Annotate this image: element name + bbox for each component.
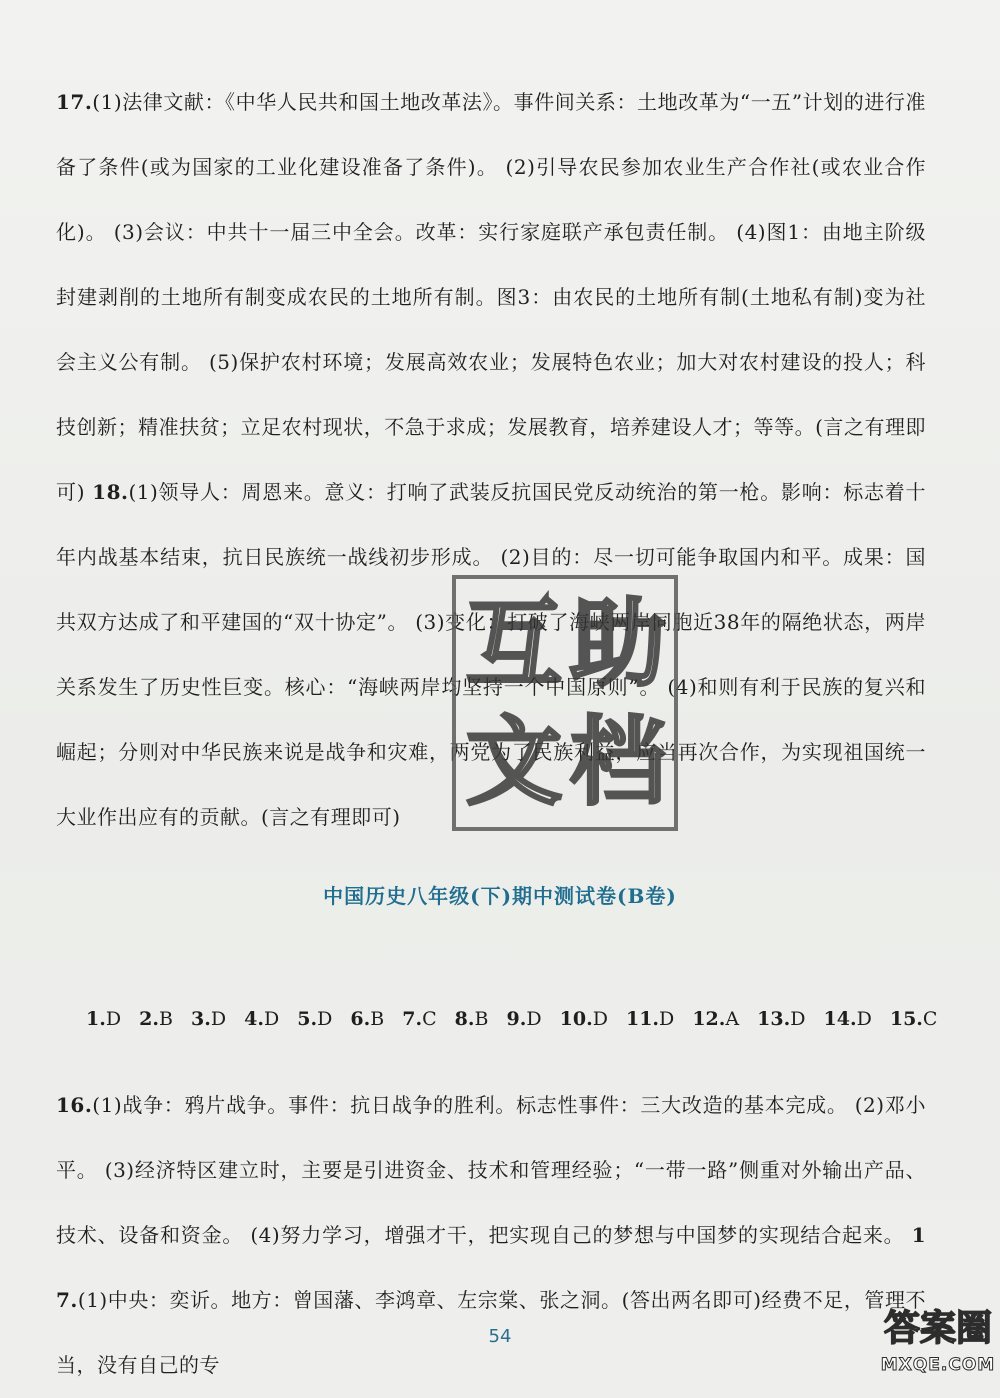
watermark-char: 互 <box>466 588 562 700</box>
watermark-char: 档 <box>570 706 666 818</box>
question-18-answer: (1)领导人：周恩来。意义：打响了武装反抗国民党反动统治的第一枪。影响：标志着十年内战基本结束，抗日民族统一战线初步形成。 (2)目的：尽一切可能争取国内和平。成果：国共双方达成了和平建国的“双十协定”。 (3)变化：打破了海峡两岸同胞近38年的隔绝状态，两岸关系发生了历史性巨变。核心：“海峡两岸均坚持一个中国原则”。 (4)和则有利于民族的复兴和崛起；分则对中华民族来说是战争和灾难，两党为了民族利益，应当再次合作，为实现祖国统一大业作出应有的贡献。(言之有理即可) <box>56 480 926 829</box>
question-17-answer: (1)法律文献：《中华人民共和国土地改革法》。事件间关系：土地改革为“一五”计划的进行准备了条件(或为国家的工业化建设准备了条件)。 (2)引导农民参加农业生产合作社(或农业合作化)。 (3)会议：中共十一届三中全会。改革：实行家庭联产承包责任制。 (4)图1：由地主阶级封建剥削的土地所有制变成农民的土地所有制。图3：由农民的土地所有制(土地私有制)变为社会主义公有制。 (5)保护农村环境；发展高效农业；发展特色农业；加大对农村建设的投人；科技创新；精准扶贫；立足农村现状，不急于求成；发展教育，培养建设人才；等等。(言之有理即可) <box>56 90 926 504</box>
choice-answer-item: 14.D <box>823 1008 872 1030</box>
choice-answer-item: 3.D <box>190 1008 227 1030</box>
choice-answer-item: 12.A <box>692 1008 740 1030</box>
question-16-number: 16. <box>56 1093 93 1117</box>
question-17-number: 17. <box>56 90 93 114</box>
site-logo <box>880 1305 996 1377</box>
choice-answer-item: 15.C <box>889 1008 938 1030</box>
watermark-char: 助 <box>570 588 666 700</box>
answer-block-bottom <box>56 1073 926 1398</box>
choice-answer-item: 8.B <box>454 1008 489 1030</box>
choice-answer-item: 7.C <box>402 1008 437 1030</box>
choice-answer-item: 11.D <box>625 1008 675 1030</box>
logo-text: 答案圈 <box>883 1308 992 1349</box>
choice-answer-item: 4.D <box>244 1008 280 1030</box>
watermark-stamp <box>452 575 678 831</box>
question-18-number: 18. <box>92 480 129 504</box>
choice-answer-item: 6.B <box>350 1008 385 1030</box>
section-title: 中国历史八年级(下)期中测试卷(B卷) <box>323 884 677 908</box>
choice-answer-item: 10.D <box>559 1008 608 1030</box>
choice-answer-item: 9.D <box>506 1008 542 1030</box>
question-16-answer: (1)战争：鸦片战争。事件：抗日战争的胜利。标志性事件：三大改造的基本完成。 (2)邓小平。 (3)经济特区建立时，主要是引进资金、技术和管理经验；“一带一路”侧重对外输出产品、技术、设备和资金。 (4)努力学习，增强才干，把实现自己的梦想与中国梦的实现结合起来。 <box>56 1093 926 1247</box>
page-number: 54 <box>488 1326 512 1347</box>
choice-answer-item: 2.B <box>139 1008 173 1030</box>
choice-answer-item: 5.D <box>297 1008 333 1030</box>
question-17b-answer: (1)中央：奕䜣。地方：曾国藩、李鸿章、左宗棠、张之洞。(答出两名即可)经费不足，管理不当，没有自己的专 <box>56 1288 926 1377</box>
choice-answer-item: 13.D <box>757 1008 806 1030</box>
logo-url: MXQE.COM <box>880 1355 996 1375</box>
choice-answers <box>86 1008 946 1030</box>
watermark-char: 文 <box>466 706 562 818</box>
question-17b-number: 17. <box>56 1223 926 1312</box>
choice-answer-item: 1.D <box>86 1008 122 1030</box>
